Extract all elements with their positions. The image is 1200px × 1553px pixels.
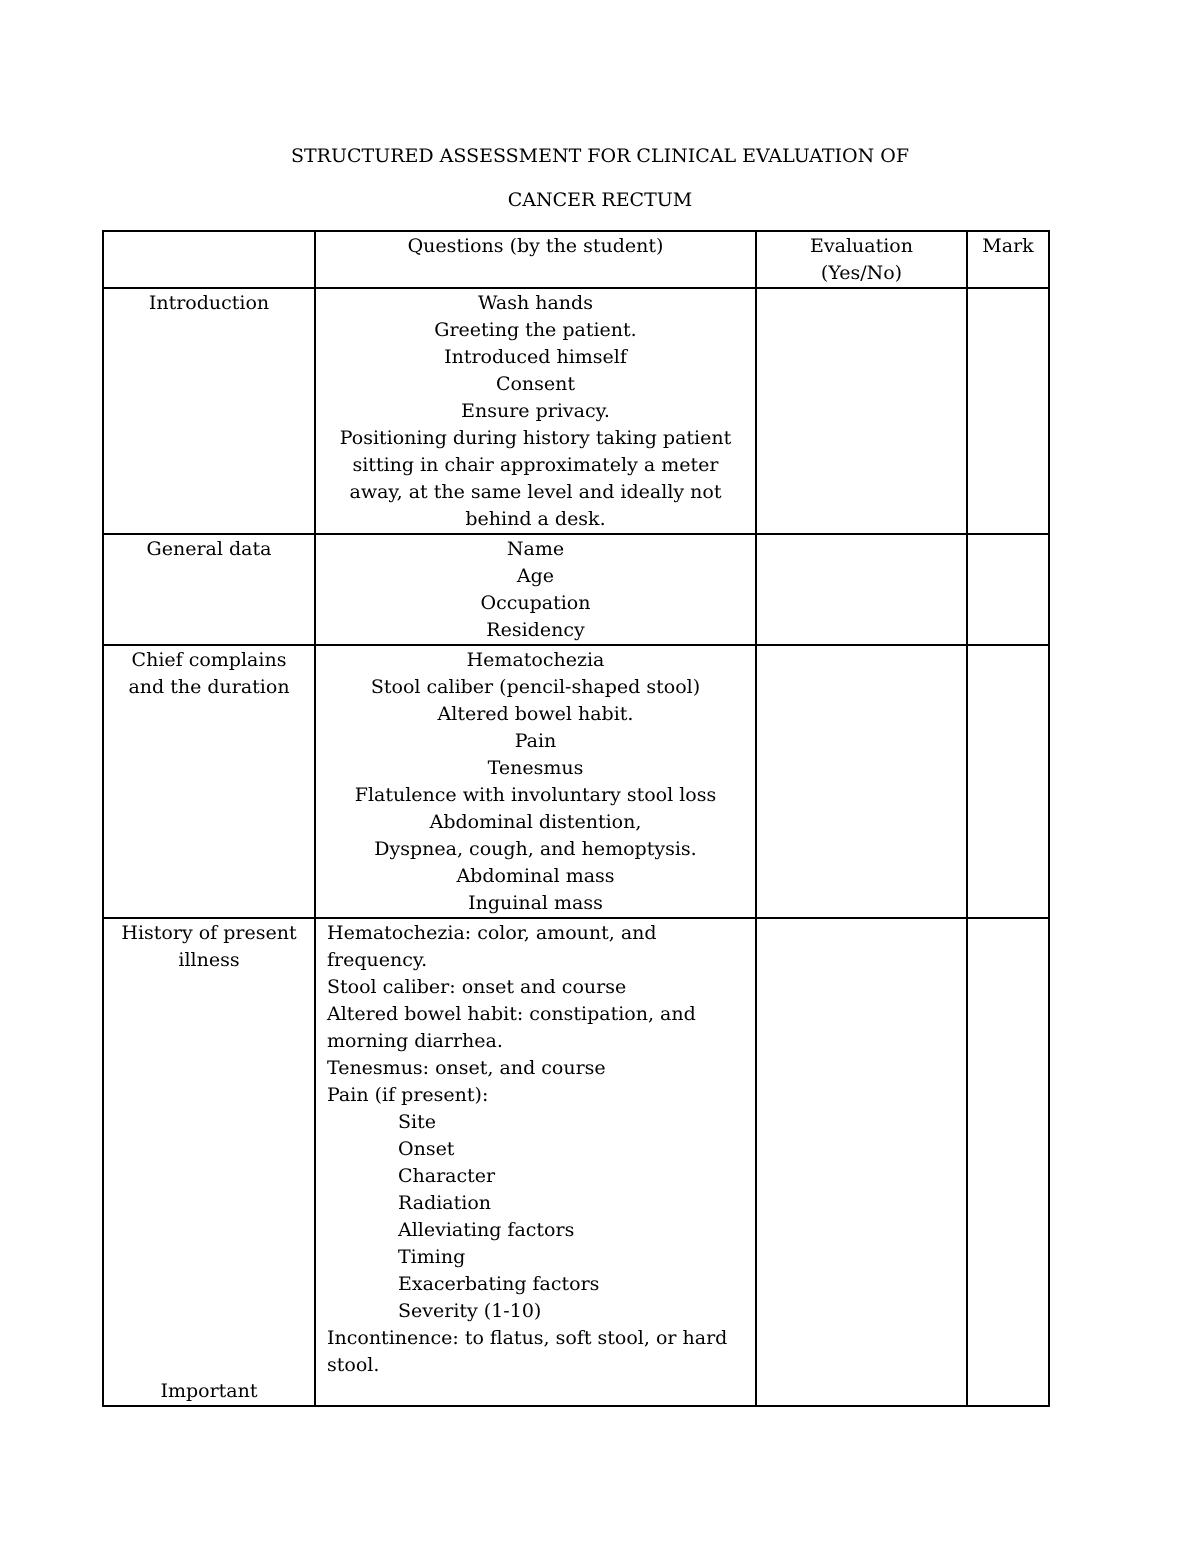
question-item: Hematochezia <box>466 649 605 671</box>
evaluation-cell-chief-complaints[interactable] <box>756 645 967 918</box>
question-item: Pain (if present): <box>327 1084 489 1106</box>
table-row-history-present-illness <box>103 918 1049 1406</box>
question-item: Pain <box>514 730 557 752</box>
important-label: Important <box>160 1380 258 1402</box>
question-item: Name <box>506 538 565 560</box>
mark-cell-general-data[interactable] <box>967 534 1049 645</box>
table-header-row <box>103 231 1049 288</box>
header-evaluation-label: Evaluation <box>810 235 913 257</box>
document-title-line-2: CANCER RECTUM <box>507 189 693 211</box>
question-item: Altered bowel habit: constipation, and <box>327 1003 696 1025</box>
evaluation-cell-general-data[interactable] <box>756 534 967 645</box>
header-mark-cell <box>967 231 1049 288</box>
document-title-line-1: STRUCTURED ASSESSMENT FOR CLINICAL EVALUATION OF <box>290 145 910 167</box>
category-label: Chief complains <box>131 649 287 671</box>
questions-cell-history-present-illness <box>315 918 756 1406</box>
question-item: Residency <box>486 619 585 641</box>
table-row-introduction <box>103 288 1049 534</box>
category-label: Introduction <box>148 292 270 314</box>
question-item: behind a desk. <box>465 508 606 530</box>
question-item: Occupation <box>480 592 591 614</box>
header-evaluation-sublabel: (Yes/No) <box>820 262 903 284</box>
category-cell-introduction <box>103 288 315 534</box>
evaluation-cell-introduction[interactable] <box>756 288 967 534</box>
question-item: Positioning during history taking patient <box>339 427 732 449</box>
question-item: Abdominal mass <box>456 865 615 887</box>
header-questions-cell <box>315 231 756 288</box>
header-category-cell <box>103 231 315 288</box>
question-item: sitting in chair approximately a meter <box>352 454 719 476</box>
question-item: Incontinence: to flatus, soft stool, or hard <box>327 1327 728 1349</box>
pain-subitem: Character <box>398 1165 496 1187</box>
question-item: Stool caliber (pencil-shaped stool) <box>370 676 701 698</box>
pain-subitem: Onset <box>398 1138 455 1160</box>
pain-subitem: Severity (1-10) <box>398 1300 542 1322</box>
header-mark-label: Mark <box>982 235 1034 257</box>
category-label: General data <box>146 538 272 560</box>
question-item: Wash hands <box>478 292 593 314</box>
question-item: Greeting the patient. <box>434 319 637 341</box>
question-item: stool. <box>327 1354 380 1376</box>
category-label: illness <box>178 949 240 971</box>
mark-cell-history-present-illness[interactable] <box>967 918 1049 1406</box>
assessment-table <box>102 230 1050 1407</box>
mark-cell-chief-complaints[interactable] <box>967 645 1049 918</box>
category-label: and the duration <box>128 676 290 698</box>
pain-subitem: Site <box>398 1111 436 1133</box>
question-item: Hematochezia: color, amount, and <box>327 922 657 944</box>
questions-cell-general-data <box>315 534 756 645</box>
pain-subitem: Timing <box>398 1246 466 1268</box>
question-item: Flatulence with involuntary stool loss <box>354 784 717 806</box>
question-item: morning diarrhea. <box>327 1030 503 1052</box>
category-cell-general-data <box>103 534 315 645</box>
pain-subitem: Exacerbating factors <box>398 1273 600 1295</box>
question-item: Ensure privacy. <box>461 400 610 422</box>
category-cell-history-present-illness <box>103 918 315 1406</box>
question-item: Inguinal mass <box>468 892 603 914</box>
questions-cell-chief-complaints <box>315 645 756 918</box>
pain-subitem: Alleviating factors <box>398 1219 575 1241</box>
question-item: Tenesmus: onset, and course <box>327 1057 606 1079</box>
header-questions-label: Questions (by the student) <box>407 235 664 257</box>
mark-cell-introduction[interactable] <box>967 288 1049 534</box>
table-row-general-data <box>103 534 1049 645</box>
question-item: Consent <box>495 373 576 395</box>
question-item: Dyspnea, cough, and hemoptysis. <box>374 838 697 860</box>
question-item: Altered bowel habit. <box>437 703 634 725</box>
question-item: Abdominal distention, <box>429 811 642 833</box>
evaluation-cell-history-present-illness[interactable] <box>756 918 967 1406</box>
category-label: History of present <box>121 922 297 944</box>
question-item: Introduced himself <box>444 346 627 368</box>
pain-subitem: Radiation <box>398 1192 492 1214</box>
category-cell-chief-complaints <box>103 645 315 918</box>
question-item: frequency. <box>327 949 428 971</box>
table-row-chief-complaints <box>103 645 1049 918</box>
question-item: Stool caliber: onset and course <box>327 976 627 998</box>
question-item: Age <box>516 565 555 587</box>
question-item: away, at the same level and ideally not <box>349 481 722 503</box>
question-item: Tenesmus <box>487 757 584 779</box>
header-evaluation-cell <box>756 231 967 288</box>
questions-cell-introduction <box>315 288 756 534</box>
